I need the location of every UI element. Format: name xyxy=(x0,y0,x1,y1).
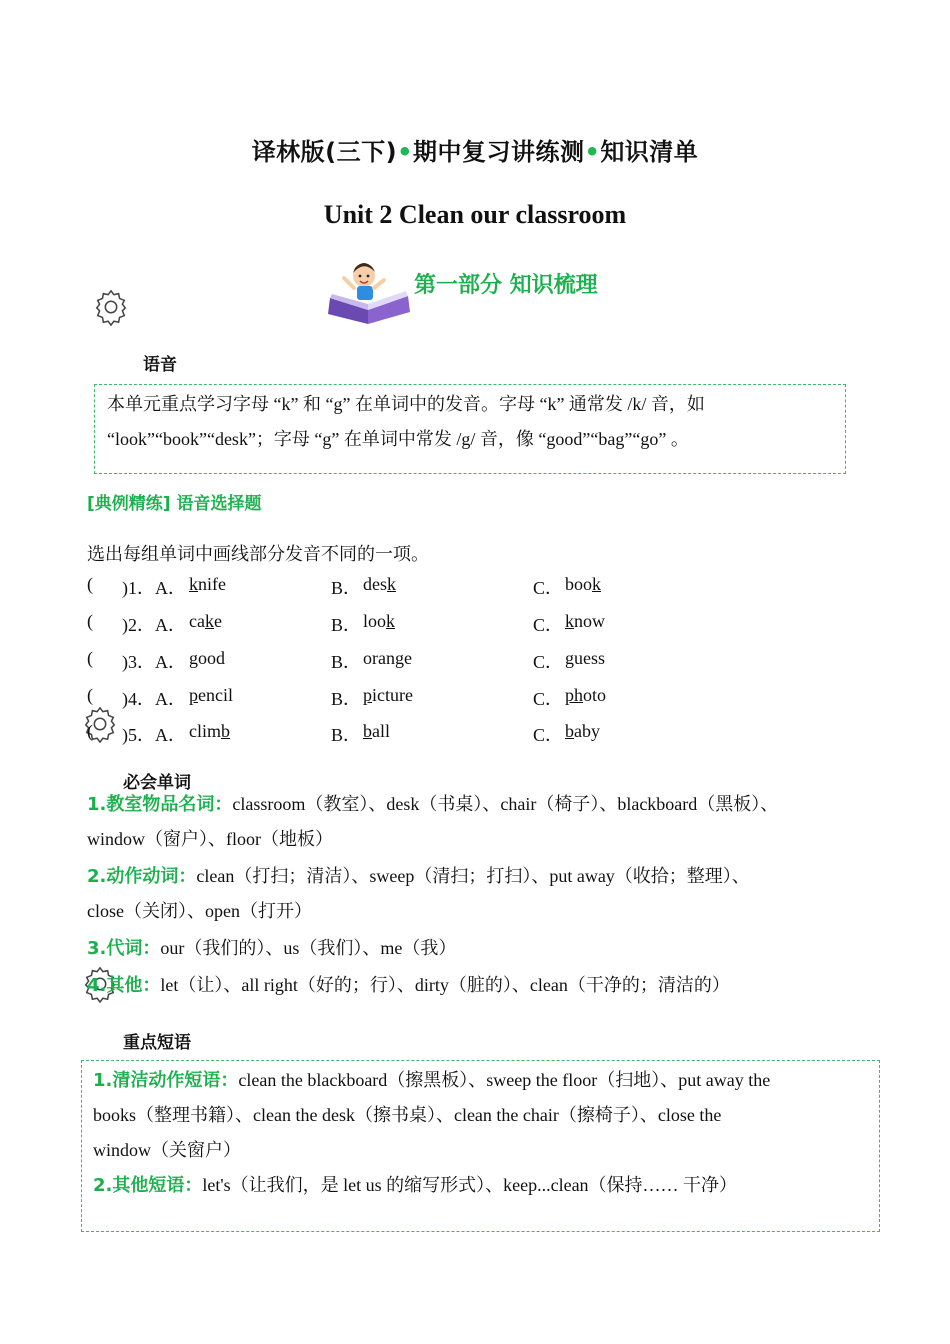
answer-paren[interactable]: ( xyxy=(87,611,93,631)
option-b-post: all xyxy=(372,721,390,741)
option-b-post: e xyxy=(403,648,412,668)
option-c-underlined: k xyxy=(565,611,574,631)
exercise-instruction: 选出每组单词中画线部分发音不同的一项。 xyxy=(87,544,429,564)
option-a xyxy=(189,685,233,706)
option-c-underlined: g xyxy=(565,648,574,668)
option-a xyxy=(189,611,222,632)
title-part3: 知识清单 xyxy=(600,138,699,166)
option-a xyxy=(189,648,225,669)
exercise-title: 语音选择题 xyxy=(176,494,262,514)
title-part2: 期中复习讲练测 xyxy=(412,138,585,166)
option-a-post: encil xyxy=(198,685,233,705)
phonics-text xyxy=(107,387,837,457)
option-a xyxy=(189,721,230,742)
option-c xyxy=(565,721,600,742)
phrase-label: 1.清洁动作短语： xyxy=(93,1070,239,1091)
option-a-underlined: g xyxy=(189,648,198,668)
option-a-pre: ca xyxy=(189,611,205,631)
option-c xyxy=(565,685,606,706)
phrases-text xyxy=(93,1063,869,1203)
option-b xyxy=(363,574,396,595)
option-b-pre: des xyxy=(363,574,387,594)
question-number: )5．A． xyxy=(122,725,186,745)
unit-title: Unit 2 Clean our classroom xyxy=(323,200,627,229)
question-number: )1．A． xyxy=(122,578,186,598)
answer-paren[interactable]: ( xyxy=(87,721,93,741)
phrases-box xyxy=(81,1060,880,1232)
phrase-text: let's（让我们，是 let us 的缩写形式）、keep...clean（保持…… 干净） xyxy=(202,1175,738,1195)
phonics-line-1: 本单元重点学习字母 “k” 和 “g” 在单词中的发音。字母 “k” 通常发 /k/ 音，如 xyxy=(107,394,705,414)
option-b-underlined: k xyxy=(387,574,396,594)
vocab-item xyxy=(87,931,877,966)
option-b-post: icture xyxy=(372,685,413,705)
option-a-underlined: k xyxy=(189,574,198,594)
question-number: )4．A． xyxy=(122,689,186,709)
vocab-item xyxy=(87,787,877,822)
option-b-label: B． xyxy=(331,689,362,709)
vocab-label: 1.教室物品名词： xyxy=(87,794,233,815)
exercise-tag: [典例精练] xyxy=(87,494,171,514)
vocab-text: classroom（教室）、desk（书桌）、chair（椅子）、blackboard（黑板）、 xyxy=(232,794,779,814)
option-b-underlined: g xyxy=(394,648,404,668)
vocab-label: 4.其他： xyxy=(87,975,161,996)
option-a-underlined: p xyxy=(189,685,198,705)
vocab-text-cont: window（窗户）、floor（地板） xyxy=(87,829,333,849)
option-c-post: now xyxy=(574,611,605,631)
option-c xyxy=(565,574,601,595)
option-b-label: B． xyxy=(331,578,362,598)
option-c-label: C． xyxy=(533,615,564,635)
vocab-item xyxy=(87,968,877,1003)
title-dot: • xyxy=(397,138,413,166)
option-c-pre: boo xyxy=(565,574,592,594)
option-c-underlined: b xyxy=(565,721,574,741)
exercise-heading xyxy=(87,489,261,514)
kid-reading-book-illustration xyxy=(324,258,412,326)
title-part1: 译林版(三下) xyxy=(251,138,398,166)
option-b-pre: loo xyxy=(363,611,387,631)
option-a-pre: clim xyxy=(189,721,221,741)
option-b-underlined: b xyxy=(363,721,372,741)
vocab-list xyxy=(87,787,877,1003)
option-b-label: B． xyxy=(331,725,362,745)
option-b xyxy=(363,721,390,742)
option-a xyxy=(189,574,226,595)
option-a-underlined: b xyxy=(221,721,230,741)
option-a-post: e xyxy=(213,611,222,631)
question-number: )2．A． xyxy=(122,615,186,635)
option-c-post: oto xyxy=(583,685,607,705)
part-title: 第一部分 知识梳理 xyxy=(414,273,598,298)
option-b-underlined: k xyxy=(386,611,396,631)
phrase-text-cont: books（整理书籍）、clean the desk（擦书桌）、clean the chair（擦椅子）、close the xyxy=(93,1105,722,1125)
phrase-text: clean the blackboard（擦黑板）、sweep the floor（扫地）、put away the xyxy=(238,1070,771,1090)
question-row xyxy=(0,685,950,715)
option-c-label: C． xyxy=(533,689,564,709)
option-c-post: uess xyxy=(574,648,605,668)
vocab-text: our（我们的）、us（我们）、me（我） xyxy=(160,938,457,958)
vocab-item xyxy=(87,859,877,894)
phrase-label: 2.其他短语： xyxy=(93,1175,203,1196)
answer-paren[interactable]: ( xyxy=(87,648,93,668)
phrase-item xyxy=(93,1168,869,1203)
option-c-post: aby xyxy=(574,721,600,741)
question-row xyxy=(0,611,950,641)
option-c-label: C． xyxy=(533,725,564,745)
option-c xyxy=(565,648,605,669)
answer-paren[interactable]: ( xyxy=(87,574,93,594)
question-row xyxy=(0,721,950,751)
option-b-pre: oran xyxy=(363,648,395,668)
question-number: )3．A． xyxy=(122,652,186,672)
option-c-underlined: ph xyxy=(565,685,583,705)
option-c xyxy=(565,611,605,632)
gear-icon xyxy=(92,288,130,326)
vocab-text: clean（打扫；清洁）、sweep（清扫；打扫）、put away（收拾；整理）、 xyxy=(196,866,750,886)
option-b-underlined: p xyxy=(363,685,372,705)
option-c-label: C． xyxy=(533,652,564,672)
option-a-post: ood xyxy=(198,648,225,668)
option-c-underlined: k xyxy=(592,574,601,594)
option-b-label: B． xyxy=(331,652,362,672)
option-a-post: nife xyxy=(198,574,226,594)
phrase-item xyxy=(93,1063,869,1098)
question-row xyxy=(0,648,950,678)
vocab-heading: 必会单词 xyxy=(123,773,191,793)
answer-paren[interactable]: ( xyxy=(87,685,93,705)
vocab-label: 2.动作动词： xyxy=(87,866,197,887)
vocab-text-cont: close（关闭）、open（打开） xyxy=(87,901,312,921)
page-title xyxy=(0,132,950,167)
vocab-label: 3.代词： xyxy=(87,938,161,959)
vocab-text: let（让）、all right（好的；行）、dirty（脏的）、clean（干净的；清洁的） xyxy=(160,975,730,995)
option-b-label: B． xyxy=(331,615,362,635)
title-dot-2: • xyxy=(584,138,601,166)
phonics-heading: 语音 xyxy=(143,355,177,375)
phonics-box xyxy=(94,384,846,474)
option-c-label: C． xyxy=(533,578,564,598)
phonics-line-2: “look”“book”“desk”；字母 “g” 在单词中常发 /g/ 音，像 “good”“bag”“go” 。 xyxy=(107,429,689,449)
question-row xyxy=(0,574,950,604)
option-b xyxy=(363,685,413,706)
option-a-underlined: k xyxy=(204,611,214,631)
phrase-text-cont: window（关窗户） xyxy=(93,1140,241,1160)
phrases-heading: 重点短语 xyxy=(123,1033,191,1053)
option-b xyxy=(363,648,412,669)
option-b xyxy=(363,611,395,632)
